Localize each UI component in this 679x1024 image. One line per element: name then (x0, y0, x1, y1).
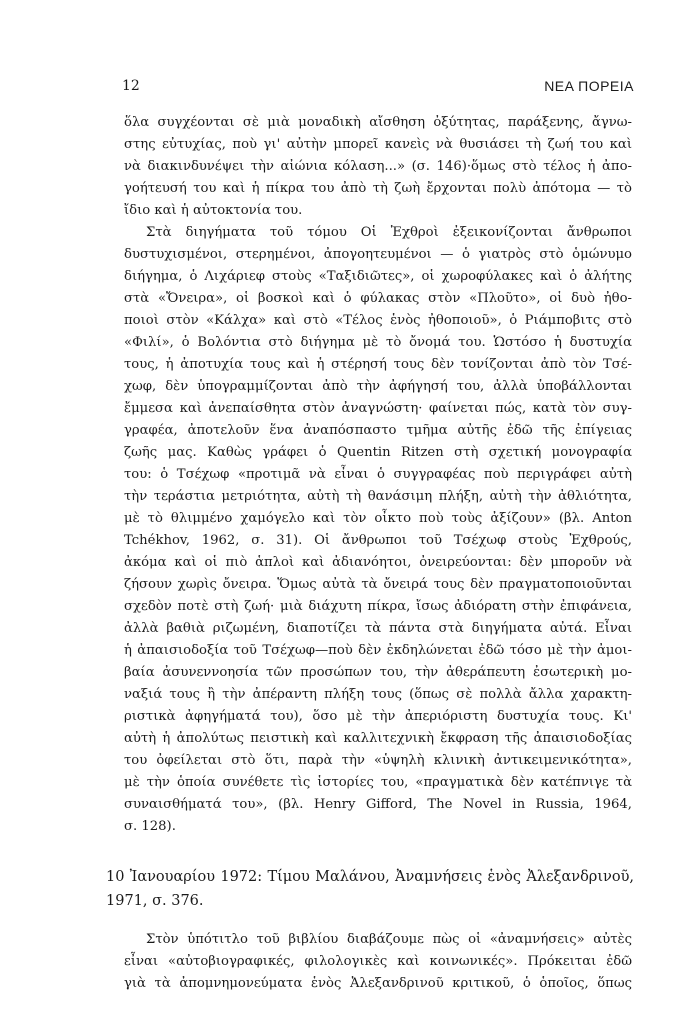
text-line: Στὰ διηγήματα τοῦ τόμου Οἱ Ἐχθροὶ ἐξεικονίζονται ἄνθρωποι (146, 225, 632, 240)
text-line: ὅλα συγχέονται σὲ μιὰ μοναδικὴ αἴσθηση ὀξύτητας, παράξενης, ἄγνω- (124, 115, 632, 130)
text-line: γιὰ τὰ ἀπομνημονεύματα ἑνὸς Ἀλεξανδρινοῦ κριτικοῦ, ὁ ὁποῖος, ὅπως (124, 976, 632, 991)
text-line: γοήτευσή του καὶ ἡ πίκρα του ἀπὸ τὴ ζωὴ ἔρχονται πολὺ ἀπότομα — τὸ (124, 181, 632, 196)
text-line: σ. 128). (124, 819, 176, 834)
text-line: ἴδιο καὶ ἡ αὐτοκτονία του. (124, 203, 303, 218)
text-line: τὴν τεράστια μετριότητα, αὐτὴ τὴ θανάσιμη πλήξη, αὐτὴ τὴν ἀθλιότητα, (124, 489, 632, 504)
text-line: ἡ ἀπαισιοδοξία τοῦ Τσέχωφ—ποὺ δὲν ἐκδηλώνεται ἐδῶ τόσο μὲ τὴν ἀμοι- (124, 643, 632, 658)
text-line: μὲ τὴν ὁποία συνέθετε τὶς ἱστορίες του, «πραγματικὰ δὲν κατέπνιγε τὰ (124, 775, 632, 790)
text-line: του: ὁ Τσέχωφ «προτιμᾶ νὰ εἶναι ὁ συγγραφέας ποὺ περιγράφει αὐτὴ (124, 467, 632, 482)
text-line: εἶναι «αὐτοβιογραφικές, φιλολογικὲς καὶ κοινωνικές». Πρόκειται ἐδῶ (124, 954, 632, 969)
text-line: σχεδὸν ποτὲ στὴ ζωή· μιὰ διάχυτη πίκρα, ἴσως ἀδιόρατη στὴν ἐπιφάνεια, (124, 599, 632, 614)
text-line: «Φιλί», ὁ Βολόντια στὸ διήγημα μὲ τὸ ὄνομά του. Ὡστόσο ἡ δυστυχία (124, 335, 632, 350)
text-line: στης εὐτυχίας, ποὺ γι' αὐτὴν μπορεῖ κανεὶς νὰ θυσιάσει τὴ ζωή του καὶ (124, 137, 632, 152)
text-line: συναισθήματά του», (βλ. Henry Gifford, The Novel in Russia, 1964, (124, 797, 632, 812)
text-line: ἀλλὰ βαθιὰ ριζωμένη, διαποτίζει τὰ πάντα στὰ διηγήματα αὐτά. Εἶναι (124, 621, 632, 636)
text-line: χωφ, δὲν ὑπογραμμίζονται ἀπὸ τὴν ἀφήγησή του, ἀλλὰ ὑποβάλλονται (124, 379, 632, 394)
entry-heading-line: 10 Ἰανουαρίου 1972: Τίμου Μαλάνου, Ἀναμνήσεις ἑνὸς Ἀλεξανδρινοῦ, (106, 869, 634, 885)
text-line: δυστυχισμένοι, στερημένοι, ἀπογοητευμένοι — ὁ γιατρὸς στὸ ὁμώνυμο (124, 247, 632, 262)
text-line: μὲ τὸ θλιμμένο χαμόγελο καὶ τὸν οἶκτο ποὺ τοὺς ἀξίζουν» (βλ. Anton (124, 511, 632, 526)
text-line: ζήσουν χωρὶς ὄνειρα. Ὅμως αὐτὰ τὰ ὄνειρά τους δὲν πραγματοποιοῦνται (124, 577, 632, 592)
page-header (122, 78, 634, 98)
text-line: στὰ «Ὄνειρα», οἱ βοσκοὶ καὶ ὁ φύλακας στὸν «Πλοῦτο», οἱ δυὸ ἠθο- (124, 291, 632, 306)
text-line: ἔμμεσα καὶ ἀνεπαίσθητα στὸν ἀναγνώστη· φαίνεται πώς, κατὰ τὸν συγ- (124, 401, 632, 416)
text-line: Στὸν ὑπότιτλο τοῦ βιβλίου διαβάζουμε πὼς οἱ «ἀναμνήσεις» αὐτὲς (146, 932, 632, 947)
text-line: ριστικὰ ἀφηγήματά του), ὅσο μὲ τὴν ἀπεριόριστη δυστυχία τους. Κι' (124, 709, 632, 724)
entry-heading-line: 1971, σ. 376. (106, 893, 204, 909)
text-line: Tchékhov, 1962, σ. 31). Οἱ ἄνθρωποι τοῦ Τσέχωφ στοὺς Ἐχθρούς, (124, 533, 632, 548)
text-line: ναξιά τους ἢ τὴν ἀπέραντη πλήξη τους (ὅπως σὲ πολλὰ ἄλλα χαρακτη- (124, 687, 632, 702)
text-line: ζωῆς μας. Καθὼς γράφει ὁ Quentin Ritzen στὴ σχετική μονογραφία (124, 445, 632, 460)
text-line: ἀκόμα καὶ οἱ πιὸ ἁπλοὶ καὶ ἀδιανόητοι, ὀνειρεύονται: δὲν μποροῦν νὰ (124, 555, 632, 570)
text-line: νὰ διακινδυνέψει τὴν αἰώνια κόλαση...» (σ. 146)·ὅμως στὸ τέλος ἡ ἀπο- (124, 159, 632, 174)
text-line: διήγημα, ὁ Λιχάριεφ στοὺς «Ταξιδιῶτες», οἱ χωροφύλακες καὶ ὁ ἀλήτης (124, 269, 632, 284)
text-line: ποιοὶ στὸν «Κάλχα» καὶ στὸ «Τέλος ἑνὸς ἠθοποιοῦ», ὁ Ριάμποβιτς στὸ (124, 313, 632, 328)
running-head: ΝΕΑ ΠΟΡΕΙΑ (544, 78, 634, 94)
text-line: γραφέα, ἀποτελοῦν ἕνα ἀναπόσπαστο τμῆμα αὐτῆς ἐδῶ τῆς ἐπίγειας (124, 423, 632, 438)
text-line: αὐτὴ ἡ ἀπολύτως πειστικὴ καὶ καλλιτεχνικὴ ἔκφραση τῆς ἀπαισιοδοξίας (124, 731, 632, 746)
text-line: βαία ἀσυνεννοησία τῶν προσώπων του, τὴν ἀθεράπευτη ἐσωτερικὴ μο- (124, 665, 632, 680)
page-number: 12 (122, 78, 140, 94)
text-line: του ὀφείλεται στὸ ὅτι, παρὰ τὴν «ὑψηλὴ κλινικὴ ἀντικειμενικότητα», (124, 753, 632, 768)
text-line: τους, ἡ ἀποτυχία τους καὶ ἡ στέρησή τους δὲν τονίζονται ἀπὸ τὸν Τσέ- (124, 357, 632, 372)
